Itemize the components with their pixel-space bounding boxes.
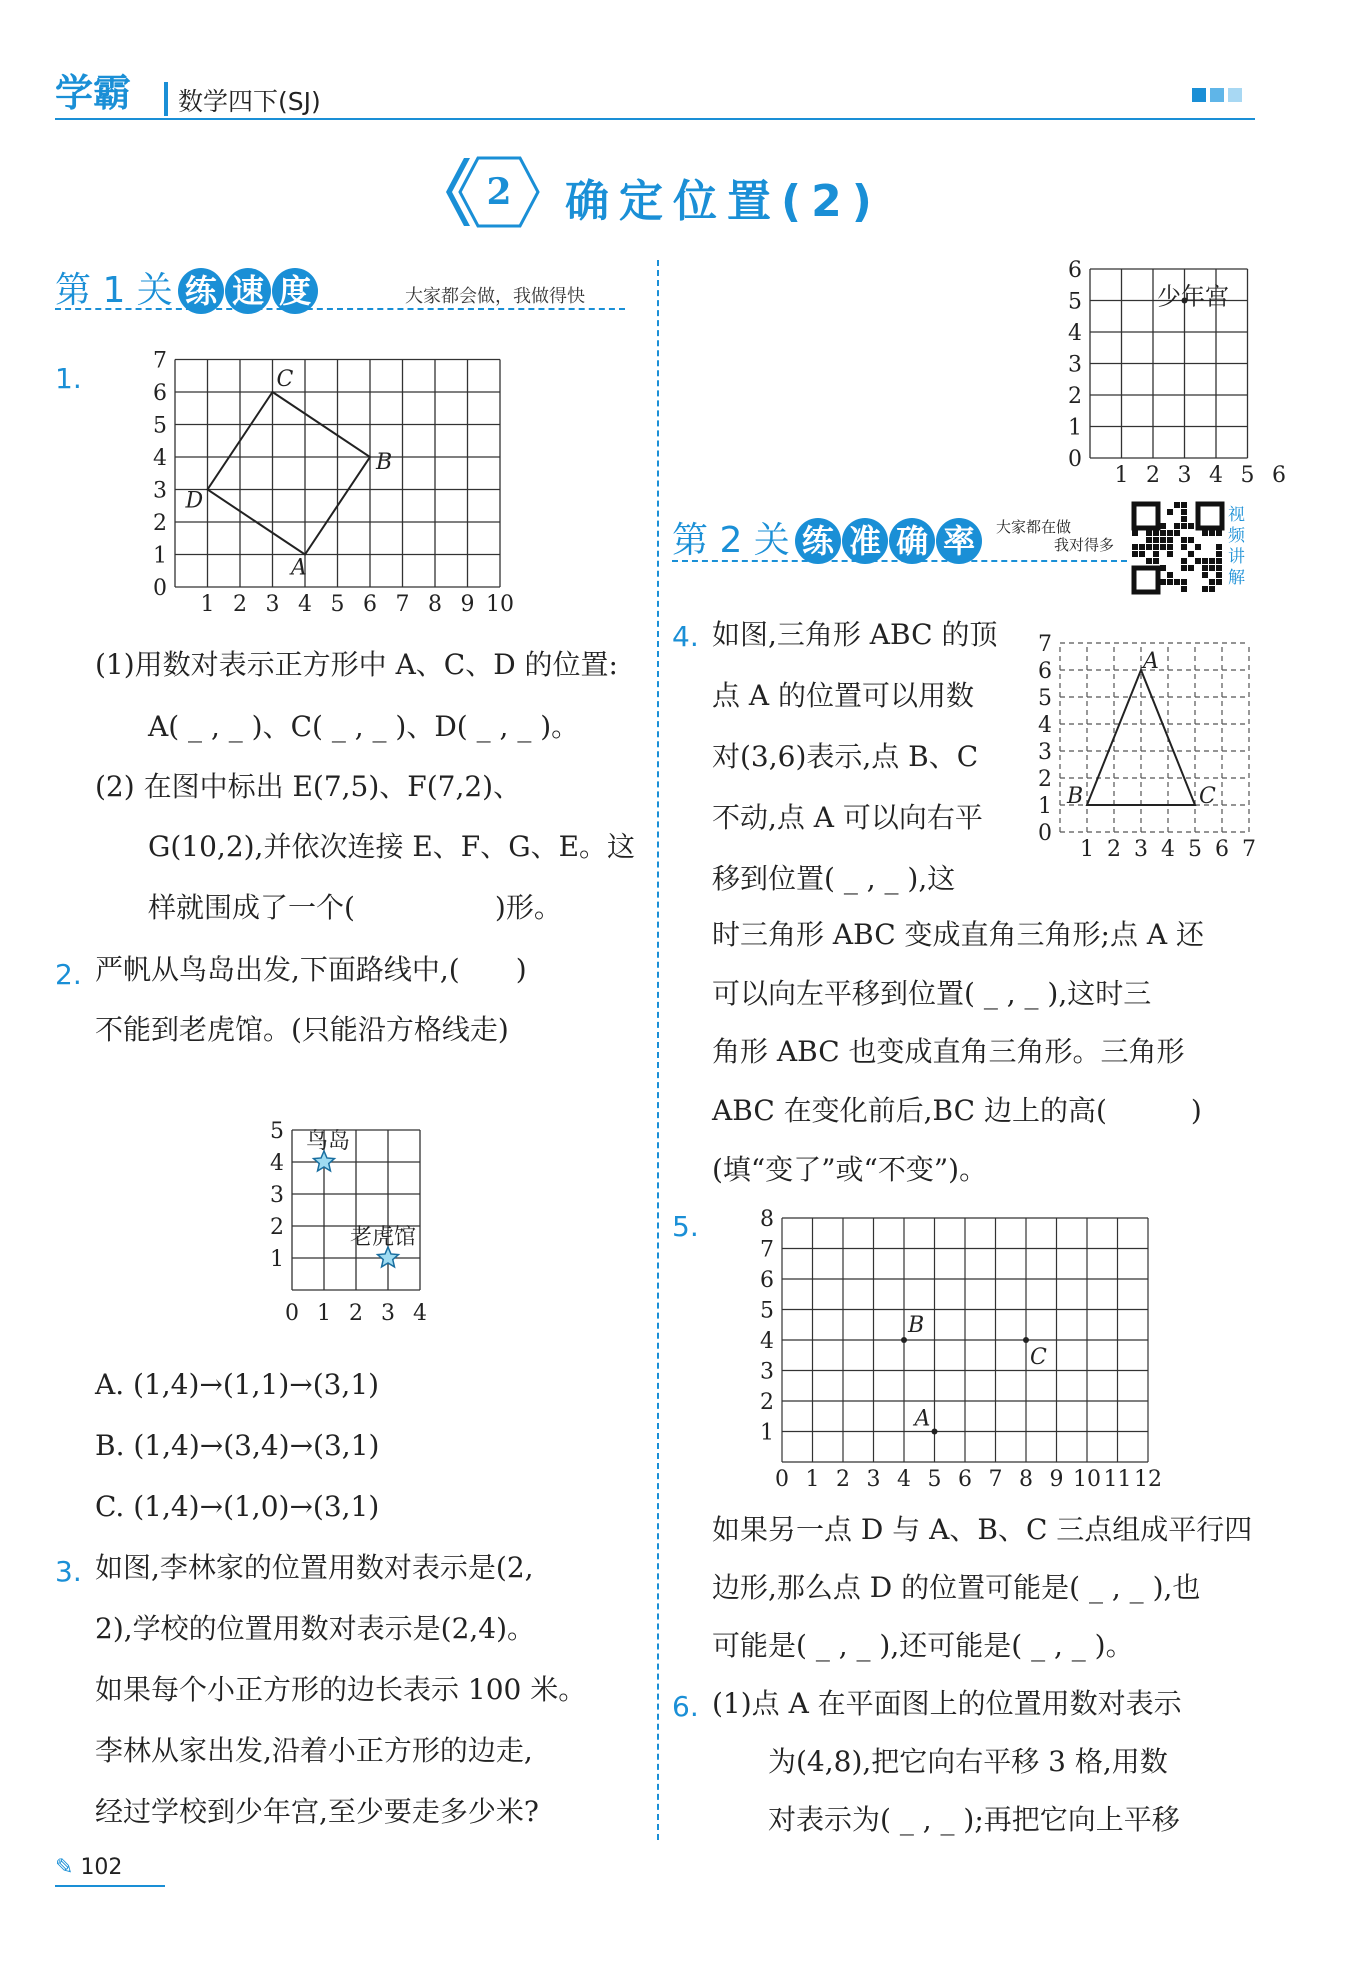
y-tick-label: 2 [153,511,167,536]
q1-line: G(10,2),并依次连接 E、F、G、E。这 [148,830,636,863]
lesson-number-badge [440,150,540,235]
q3-number: 3. [55,1555,82,1588]
qr-cell [1181,579,1187,585]
q6-line: 为(4,8),把它向右平移 3 格,用数 [768,1745,1168,1778]
qr-cell [1160,530,1166,536]
x-tick-label: 9 [1049,1467,1064,1492]
x-tick-label: 1 [200,592,215,617]
q2-line: 严帆从鸟岛出发,下面路线中,( ) [95,953,527,986]
qr-cell [1216,530,1222,536]
x-tick-label: 2 [836,1467,850,1492]
x-tick-label: 3 [265,592,280,617]
qr-cell [1216,544,1222,550]
y-tick-label: 2 [1068,384,1082,409]
qr-cell [1160,523,1166,529]
q3-line: 李林从家出发,沿着小正方形的边走, [95,1734,533,1767]
level1-header [55,262,314,314]
qr-cell [1167,572,1173,578]
level1-char: 练 [178,268,224,314]
y-tick-label: 1 [153,543,167,569]
level1-note: 大家都会做，我做得快 [405,286,585,307]
q4-grid [1030,620,1270,865]
y-tick-label: 2 [270,1215,284,1240]
q1-line: A( _ , _ )、C( _ , _ )、D( _ , _ )。 [148,710,580,743]
point-marker [1023,1337,1029,1343]
x-tick-label: 8 [428,592,442,617]
qr-cell [1181,558,1187,564]
footer-rule [55,1885,165,1887]
x-tick-label: 10 [486,592,514,617]
y-tick-label: 5 [1068,289,1082,315]
origin-label: 0 [153,576,167,601]
x-tick-label: 1 [317,1301,331,1326]
q2-option-b: B. (1,4)→(3,4)→(3,1) [95,1429,380,1462]
q5-line: 边形,那么点 D 的位置可能是( _ , _ ),也 [712,1571,1201,1604]
q3-line: 如果每个小正方形的边长表示 100 米。 [95,1673,587,1706]
point-label: B [1067,784,1084,809]
x-tick-label: 2 [233,592,247,617]
qr-cell [1181,565,1187,571]
q1-grid [150,348,540,625]
qr-cell [1174,530,1180,536]
x-tick-label: 4 [897,1467,911,1492]
point-label: C [276,367,294,392]
qr-cell [1188,523,1194,529]
level2-header [672,512,978,564]
book-title: 数学四下(SJ) [178,87,321,116]
q4-line: 移到位置( _ , _ ),这 [712,862,956,895]
video-label-char: 频 [1228,526,1245,546]
header-square-icon [1210,88,1224,102]
qr-cell [1174,502,1180,508]
qr-cell [1209,565,1215,571]
x-tick-label: 11 [1103,1467,1132,1492]
y-tick-label: 1 [1068,415,1082,441]
level2-note [996,518,1114,554]
y-tick-label: 4 [760,1329,774,1354]
q2-option-c: C. (1,4)→(1,0)→(3,1) [95,1490,380,1523]
q6-line: 对表示为( _ , _ );再把它向上平移 [768,1803,1180,1836]
header-square-icon [1192,88,1206,102]
level2-note-line: 大家都在做 [996,518,1072,536]
qr-cell [1181,523,1187,529]
qr-cell [1167,537,1173,543]
qr-cell [1188,537,1194,543]
qr-cell [1202,530,1208,536]
level1-char: 速 [225,268,271,314]
level2-char: 准 [842,518,888,564]
x-tick-label: 3 [1134,837,1148,862]
y-tick-label: 7 [760,1237,774,1263]
qr-code-icon[interactable] [1132,502,1224,594]
q4-number: 4. [672,620,699,653]
qr-cell [1167,509,1173,515]
video-label-char: 讲 [1228,547,1245,567]
qr-cell [1216,565,1222,571]
q5-grid [760,1200,1170,1500]
column-divider [657,260,659,1840]
qr-cell [1132,544,1138,550]
pencil-icon: ✎ [55,1855,74,1880]
origin-label: 0 [1038,821,1052,846]
x-tick-label: 0 [775,1467,789,1492]
qr-cell [1160,544,1166,550]
qr-cell [1139,551,1145,557]
q4-line: 不动,点 A 可以向右平 [712,801,983,834]
q2-option-a: A. (1,4)→(1,1)→(3,1) [95,1368,380,1401]
qr-cell [1153,551,1159,557]
qr-cell [1181,502,1187,508]
q5-line: 如果另一点 D 与 A、B、C 三点组成平行四 [712,1513,1253,1546]
qr-cell [1167,551,1173,557]
q1-line: 样就围成了一个( )形。 [148,891,562,924]
point-label: B [376,450,393,475]
level1-divider [55,308,625,310]
y-tick-label: 3 [153,478,167,504]
y-tick-label: 6 [760,1268,774,1293]
bird-island-label: 鸟岛 [306,1129,351,1154]
qr-cell [1167,579,1173,585]
qr-cell [1202,565,1208,571]
x-tick-label: 4 [298,592,312,617]
y-tick-label: 4 [270,1151,284,1176]
point-label: B [908,1313,925,1338]
x-tick-label: 6 [958,1467,972,1492]
qr-cell [1216,572,1222,578]
y-tick-label: 4 [153,446,167,471]
y-tick-label: 5 [270,1119,284,1144]
qr-cell [1153,544,1159,550]
y-tick-label: 1 [760,1420,774,1446]
qr-cell [1160,565,1166,571]
y-tick-label: 3 [1068,352,1082,378]
qr-cell [1202,586,1208,592]
x-tick-label: 12 [1134,1467,1162,1492]
qr-cell [1209,579,1215,585]
qr-cell [1209,530,1215,536]
x-tick-label: 5 [927,1467,942,1492]
qr-cell [1195,558,1201,564]
lesson-number: 2 [486,171,512,213]
point-label: D [185,488,204,514]
footer [55,1855,122,1880]
page-number: 102 [80,1855,123,1880]
q6-line: (1)点 A 在平面图上的位置用数对表示 [712,1687,1182,1720]
q2-grid [270,1090,470,1335]
qr-cell [1167,530,1173,536]
page-title: 确定位置(2) [565,176,882,227]
q4-line: 点 A 的位置可以用数 [712,679,975,712]
qr-cell [1209,558,1215,564]
q4-line: ABC 在变化前后,BC 边上的高( ) [712,1094,1202,1127]
y-tick-label: 1 [1038,794,1052,819]
y-tick-label: 5 [153,413,167,439]
qr-cell [1188,565,1194,571]
x-tick-label: 3 [1177,463,1192,488]
x-tick-label: 4 [1209,463,1223,488]
y-tick-label: 2 [1038,767,1052,792]
q4-line: (填“变了”或“不变”)。 [712,1153,988,1186]
x-tick-label: 1 [1080,837,1094,862]
point-label: C [1199,784,1216,809]
qr-cell [1216,551,1222,557]
qr-cell [1181,509,1187,515]
y-tick-label: 2 [760,1390,774,1415]
q4-line: 时三角形 ABC 变成直角三角形;点 A 还 [712,918,1204,951]
q4-line: 角形 ABC 也变成直角三角形。三角形 [712,1035,1185,1068]
x-tick-label: 5 [1188,837,1202,862]
y-tick-label: 4 [1038,713,1052,738]
qr-cell [1160,537,1166,543]
qr-cell [1209,586,1215,592]
q3-line: 如图,李林家的位置用数对表示是(2, [95,1551,534,1584]
x-tick-label: 3 [866,1467,881,1492]
origin-label: 0 [1068,447,1082,472]
place-label: 少年宫 [1157,282,1229,311]
y-tick-label: 3 [270,1183,284,1208]
video-label-char: 解 [1228,568,1245,588]
header-separator [164,82,168,116]
qr-cell [1153,537,1159,543]
x-tick-label: 2 [349,1301,363,1326]
y-tick-label: 3 [1038,740,1052,765]
video-label [1228,505,1248,589]
qr-cell [1139,544,1145,550]
brand-logo: 学霸 [55,71,132,115]
x-tick-label: 5 [1240,463,1255,488]
y-tick-label: 7 [153,348,167,374]
x-tick-label: 7 [395,592,410,617]
qr-cell [1146,558,1152,564]
q3-grid [1030,250,1286,490]
qr-cell [1174,523,1180,529]
y-tick-label: 6 [1068,258,1082,283]
y-tick-label: 8 [760,1207,774,1232]
qr-cell [1202,572,1208,578]
q3-line: 2),学校的位置用数对表示是(2,4)。 [95,1612,536,1645]
level1-char: 度 [272,268,318,314]
x-tick-label: 4 [1161,837,1175,862]
q1-line: (2) 在图中标出 E(7,5)、F(7,2)、 [95,770,522,803]
qr-cell [1146,530,1152,536]
qr-cell [1195,544,1201,550]
y-tick-label: 6 [153,381,167,406]
qr-cell [1188,551,1194,557]
qr-cell [1216,558,1222,564]
x-tick-label: 6 [1215,837,1229,862]
y-tick-label: 5 [760,1298,774,1324]
q4-line: 如图,三角形 ABC 的顶 [712,618,998,651]
qr-cell [1202,558,1208,564]
x-tick-label: 10 [1073,1467,1101,1492]
point-marker [932,1429,938,1435]
y-tick-label: 1 [270,1247,284,1272]
x-tick-label: 4 [413,1301,427,1326]
x-tick-label: 8 [1019,1467,1033,1492]
header-rule [55,118,1255,120]
qr-cell [1160,579,1166,585]
q3-line: 经过学校到少年宫,至少要走多少米? [95,1795,539,1828]
point-label: C [1030,1345,1047,1370]
x-tick-label: 3 [381,1301,395,1326]
level1-name: 第 1 关 [55,270,173,311]
qr-cell [1153,558,1159,564]
tiger-house-label: 老虎馆 [350,1225,417,1250]
qr-cell [1181,516,1187,522]
x-tick-label: 6 [1272,463,1286,488]
level2-char: 率 [936,518,982,564]
y-tick-label: 5 [1038,686,1052,711]
q5-line: 可能是( _ , _ ),还可能是( _ , _ )。 [712,1629,1134,1662]
qr-cell [1181,537,1187,543]
qr-cell [1181,544,1187,550]
x-tick-label: 9 [460,592,475,617]
point-label: A [914,1406,931,1432]
level2-divider [672,560,1127,562]
qr-cell [1132,551,1138,557]
y-tick-label: 3 [760,1359,774,1385]
x-tick-label: 1 [1114,463,1129,488]
x-tick-label: 1 [805,1467,820,1492]
qr-cell [1167,544,1173,550]
q2-number: 2. [55,958,82,991]
y-tick-label: 4 [1068,321,1082,346]
qr-cell [1146,537,1152,543]
x-tick-label: 7 [988,1467,1003,1492]
q4-line: 可以向左平移到位置( _ , _ ),这时三 [712,977,1152,1010]
qr-cell [1146,544,1152,550]
qr-cell [1181,586,1187,592]
x-tick-label: 2 [1107,837,1121,862]
header-square-icon [1228,88,1242,102]
level2-char: 练 [795,518,841,564]
x-tick-label: 6 [363,592,377,617]
q4-line: 对(3,6)表示,点 B、C [712,740,979,773]
y-tick-label: 6 [1038,659,1052,684]
point-label: A [291,555,307,581]
qr-cell [1132,530,1138,536]
qr-cell [1174,579,1180,585]
x-tick-label: 7 [1242,837,1256,862]
level2-name: 第 2 关 [672,520,790,561]
level2-char: 确 [889,518,935,564]
x-tick-label: 0 [285,1301,299,1326]
x-tick-label: 2 [1146,463,1160,488]
y-tick-label: 7 [1038,632,1052,657]
q2-line: 不能到老虎馆。(只能沿方格线走) [95,1013,509,1046]
point-label: A [1143,649,1159,674]
x-tick-label: 5 [330,592,345,617]
qr-cell [1153,530,1159,536]
point-marker [901,1337,907,1343]
video-label-char: 视 [1228,505,1245,525]
q5-number: 5. [672,1210,699,1243]
q6-number: 6. [672,1690,699,1723]
qr-cell [1216,579,1222,585]
q1-number: 1. [55,362,82,395]
q1-line: (1)用数对表示正方形中 A、C、D 的位置: [95,648,618,681]
level2-note-line: 我对得多 [1054,536,1115,554]
